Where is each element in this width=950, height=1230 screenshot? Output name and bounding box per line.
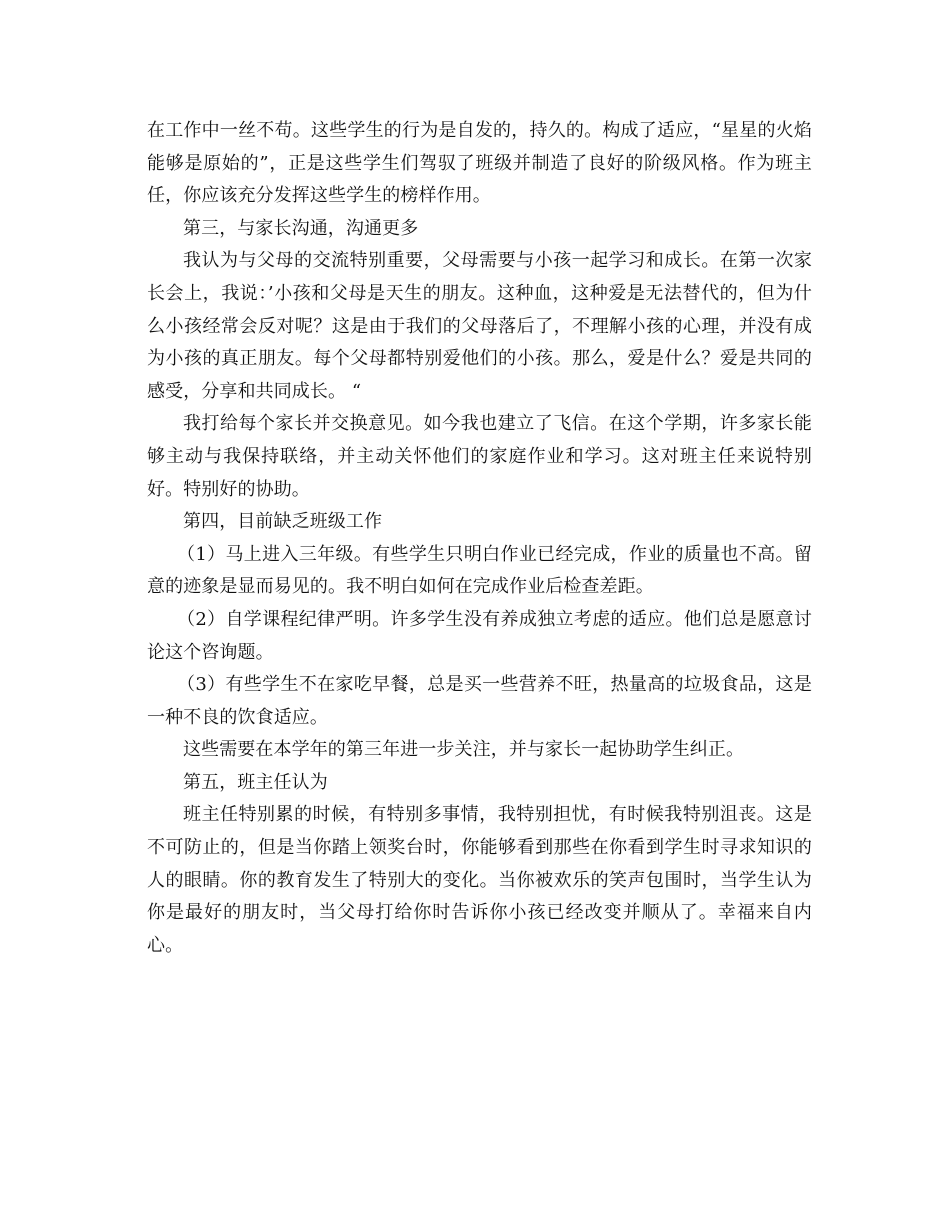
paragraph-reflection: 班主任特别累的时候，有特别多事情，我特别担忧，有时候我特别沮丧。这是不可防止的，但是当你踏上领奖台时，你能够看到那些在你看到学生时寻求知识的人的眼睛。你的教育发生了特别大的变化。当你被欢乐的笑声包围时，当学生认为你是最好的朋友时，当父母打给你时告诉你小孩已经改变并顺从了。幸福来自内心。 <box>147 804 812 956</box>
paragraph-phone-contact: 我打给每个家长并交换意见。如今我也建立了飞信。在这个学期，许多家长能够主动与我保持联络，并主动关怀他们的家庭作业和学习。这对班主任来说特别好。特别好的协助。 <box>147 413 812 500</box>
document-body <box>147 115 812 962</box>
section-heading-five: 第五，班主任认为 <box>183 771 328 793</box>
section-heading-four: 第四，目前缺乏班级工作 <box>183 511 383 533</box>
list-item-1: （1）马上进入三年级。有些学生只明白作业已经完成，作业的质量也不高。留意的迹象是显而易见的。我不明白如何在完成作业后检查差距。 <box>147 543 812 598</box>
paragraph-follow-up: 这些需要在本学年的第三年进一步关注，并与家长一起协助学生纠正。 <box>183 739 745 761</box>
list-item-3: （3）有些学生不在家吃早餐，总是买一些营养不旺，热量高的垃圾食品，这是一种不良的饮食适应。 <box>147 674 812 728</box>
paragraph-continuation: 在工作中一丝不苟。这些学生的行为是自发的，持久的。构成了适应，“星星的火焰能够是原始的”，正是这些学生们驾驭了班级并制造了良好的阶级风格。作为班主任，你应该充分发挥这些学生的榜样作用。 <box>147 120 812 207</box>
paragraph-parent-communication: 我认为与父母的交流特别重要，父母需要与小孩一起学习和成长。在第一次家长会上，我说：’小孩和父母是天生的朋友。这种血，这种爱是无法替代的，但为什么小孩经常会反对呢？这是由于我们的父母落后了，不理解小孩的心理，并没有成为小孩的真正朋友。每个父母都特别爱他们的小孩。那么，爱是什么？爱是共同的感受，分享和共同成长。 “ <box>147 250 812 402</box>
list-item-2: （2）自学课程纪律严明。许多学生没有养成独立考虑的适应。他们总是愿意讨论这个咨询题。 <box>147 608 812 663</box>
section-heading-three: 第三，与家长沟通，沟通更多 <box>183 217 419 239</box>
